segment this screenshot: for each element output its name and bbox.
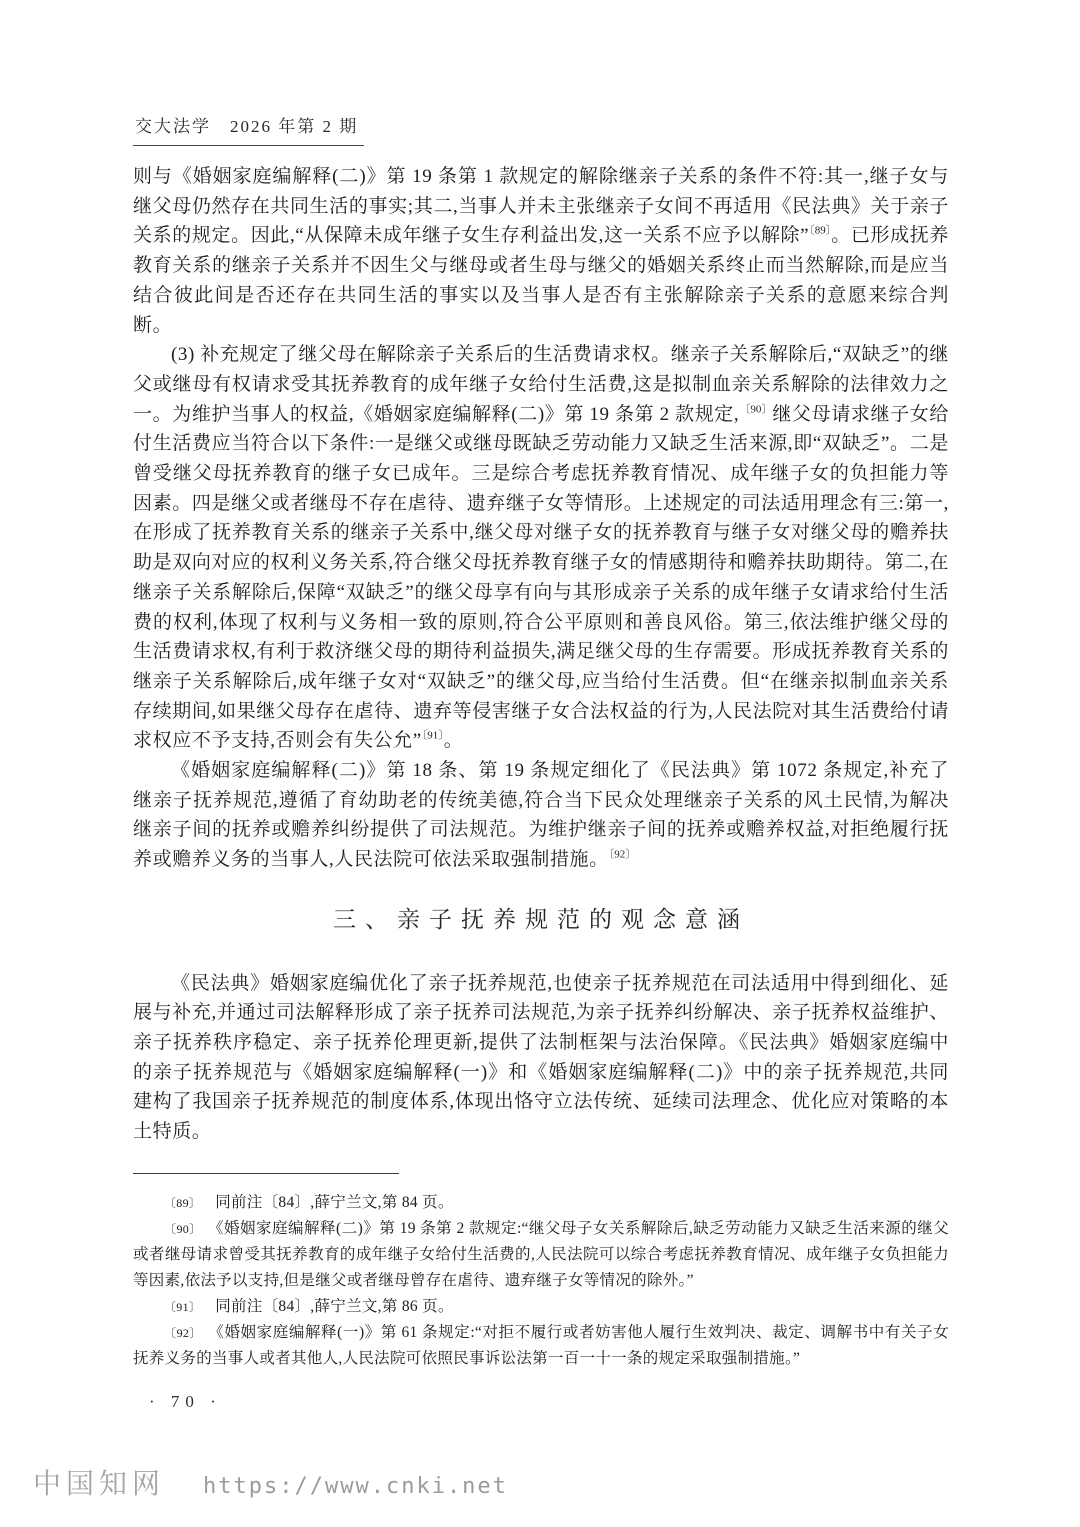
paragraph: 《民法典》婚姻家庭编优化了亲子抚养规范,也使亲子抚养规范在司法适用中得到细化、延展与补充,并通过司法解释形成了亲子抚养司法规范,为亲子抚养纠纷解决、亲子抚养权益维护、亲子抚养秩序稳定、亲子抚养伦理更新,提供了法制框架与法治保障。《民法典》婚姻家庭编中的亲子抚养规范与《婚姻家庭编解释(一)》和《婚姻家庭编解释(二)》中的亲子抚养规范,共同建构了我国亲子抚养规范的制度体系,体现出恪守立法传统、延续司法理念、优化应对策略的本土特质。 [133, 972, 949, 1143]
text-column [133, 162, 949, 1412]
footnote-ref: 〔91〕 [421, 730, 444, 743]
footnote-number: 〔90〕 [164, 1221, 202, 1236]
cnki-logo-text: 中国知网 [33, 1469, 166, 1500]
footnote: 〔92〕 《婚姻家庭编解释(一)》第 61 条规定:“对拒不履行或者妨害他人履行生效判决、裁定、调解书中有关子女抚养义务的当事人或者其他人,人民法院可依照民事诉讼法第一百一十一条的规定采取强制措施。” [133, 1323, 950, 1367]
footnote-ref: 〔89〕 [809, 225, 832, 238]
footnote-list [133, 1190, 949, 1372]
paragraph: (3) 补充规定了继父母在解除亲子关系后的生活费请求权。继亲子关系解除后,“双缺乏”的继父或继母有权请求受其抚养教育的成年继子女给付生活费,这是拟制血亲关系解除的法律效力之一。为维护当事人的权益,《婚姻家庭编解释(二)》第 19 条第 2 款规定,$^{〔90〕}$继父母请求继子女给付生活费应当符合以下条件:一是继父或继母既缺乏劳动能力又缺乏生活来源,即“双缺乏”。二是曾受继父母抚养教育的继子女已成年。三是综合考虑抚养教育情况、成年继子女的负担能力等因素。四是继父或者继母不存在虐待、遗弃继子女等情形。上述规定的司法适用理念有三:第一,在形成了抚养教育关系的继亲子关系中,继父母对继子女的抚养教育与继子女对继父母的赡养扶助是双向对应的权利义务关系,符合继父母抚养教育继子女的情感期待和赡养扶助期待。第二,在继亲子关系解除后,保障“双缺乏”的继父母享有向与其形成亲子关系的成年继子女请求给付生活费的权利,体现了权利与义务相一致的原则,符合公平原则和善良风俗。第三,依法维护继父母的生活费请求权,有利于救济继父母的期待利益损失,满足继父母的生存需要。形成抚养教育关系的继亲子关系解除后,成年继子女对“双缺乏”的继父母,应当给付生活费。但“在继亲拟制血亲关系存续期间,如果继父母存在虐待、遗弃等侵害继子女合法权益的行为,人民法院对其生活费给付请求权应不予支持,否则会有失公允”$^{〔91〕}$。 [133, 344, 950, 752]
page-number: · 70 · [149, 1391, 222, 1411]
paragraph: 则与《婚姻家庭编解释(二)》第 19 条第 1 款规定的解除继亲子关系的条件不符:其一,继子女与继父母仍然存在共同生活的事实;其二,当事人并未主张继亲子女间不再适用《民法典》关于亲子关系的规定。因此,“从保障未成年继子女生存利益出发,这一关系不应予以解除”$^{〔89〕}$。已形成抚养教育关系的继亲子关系并不因生父与继母或者生母与继父的婚姻关系终止而当然解除,而是应当结合彼此间是否还存在共同生活的事实以及当事人是否有主张解除亲子关系的意愿来综合判断。 [133, 166, 949, 336]
paragraph: 《婚姻家庭编解释(二)》第 18 条、第 19 条规定细化了《民法典》第 1072 条规定,补充了继亲子抚养规范,遵循了育幼助老的传统美德,符合当下民众处理继亲子关系的风土民情,为解决继亲子间的抚养或赡养纠纷提供了司法规范。为维护继亲子间的抚养或赡养权益,对拒绝履行抚养或赡养义务的当事人,人民法院可依法采取强制措施。$^{〔92〕}$ [133, 760, 949, 871]
body-text [133, 162, 949, 1147]
footnote-number: 〔92〕 [164, 1325, 203, 1340]
running-head [133, 112, 364, 146]
journal-title-issue: 交大法学 2026 年第 2 期 [133, 112, 364, 146]
footnote: 〔90〕 《婚姻家庭编解释(二)》第 19 条第 2 款规定:“继父母子女关系解除后,缺乏劳动能力又缺乏生活来源的继父或者继母请求曾受其抚养教育的成年继子女给付生活费的,人民法院可以综合考虑抚养教育情况、成年继子女负担能力等因素,依法予以支持,但是继父或者继母曾存在虐待、遗弃继子女等情况的除外。” [133, 1219, 949, 1289]
watermark [33, 1462, 508, 1502]
cnki-url: https://www.cnki.net [203, 1474, 508, 1499]
footnote-number: 〔89〕 [164, 1195, 202, 1210]
footnote-ref: 〔90〕 [739, 403, 773, 416]
footnote-number: 〔91〕 [164, 1299, 202, 1314]
section-heading: 三、亲子抚养规范的观念意涵 [333, 906, 749, 932]
footnote-separator [133, 1173, 399, 1174]
footnote: 〔89〕 同前注〔84〕,薛宁兰文,第 84 页。 [164, 1193, 454, 1211]
footnote: 〔91〕 同前注〔84〕,薛宁兰文,第 86 页。 [164, 1297, 454, 1315]
footnote-ref: 〔92〕 [608, 848, 637, 861]
